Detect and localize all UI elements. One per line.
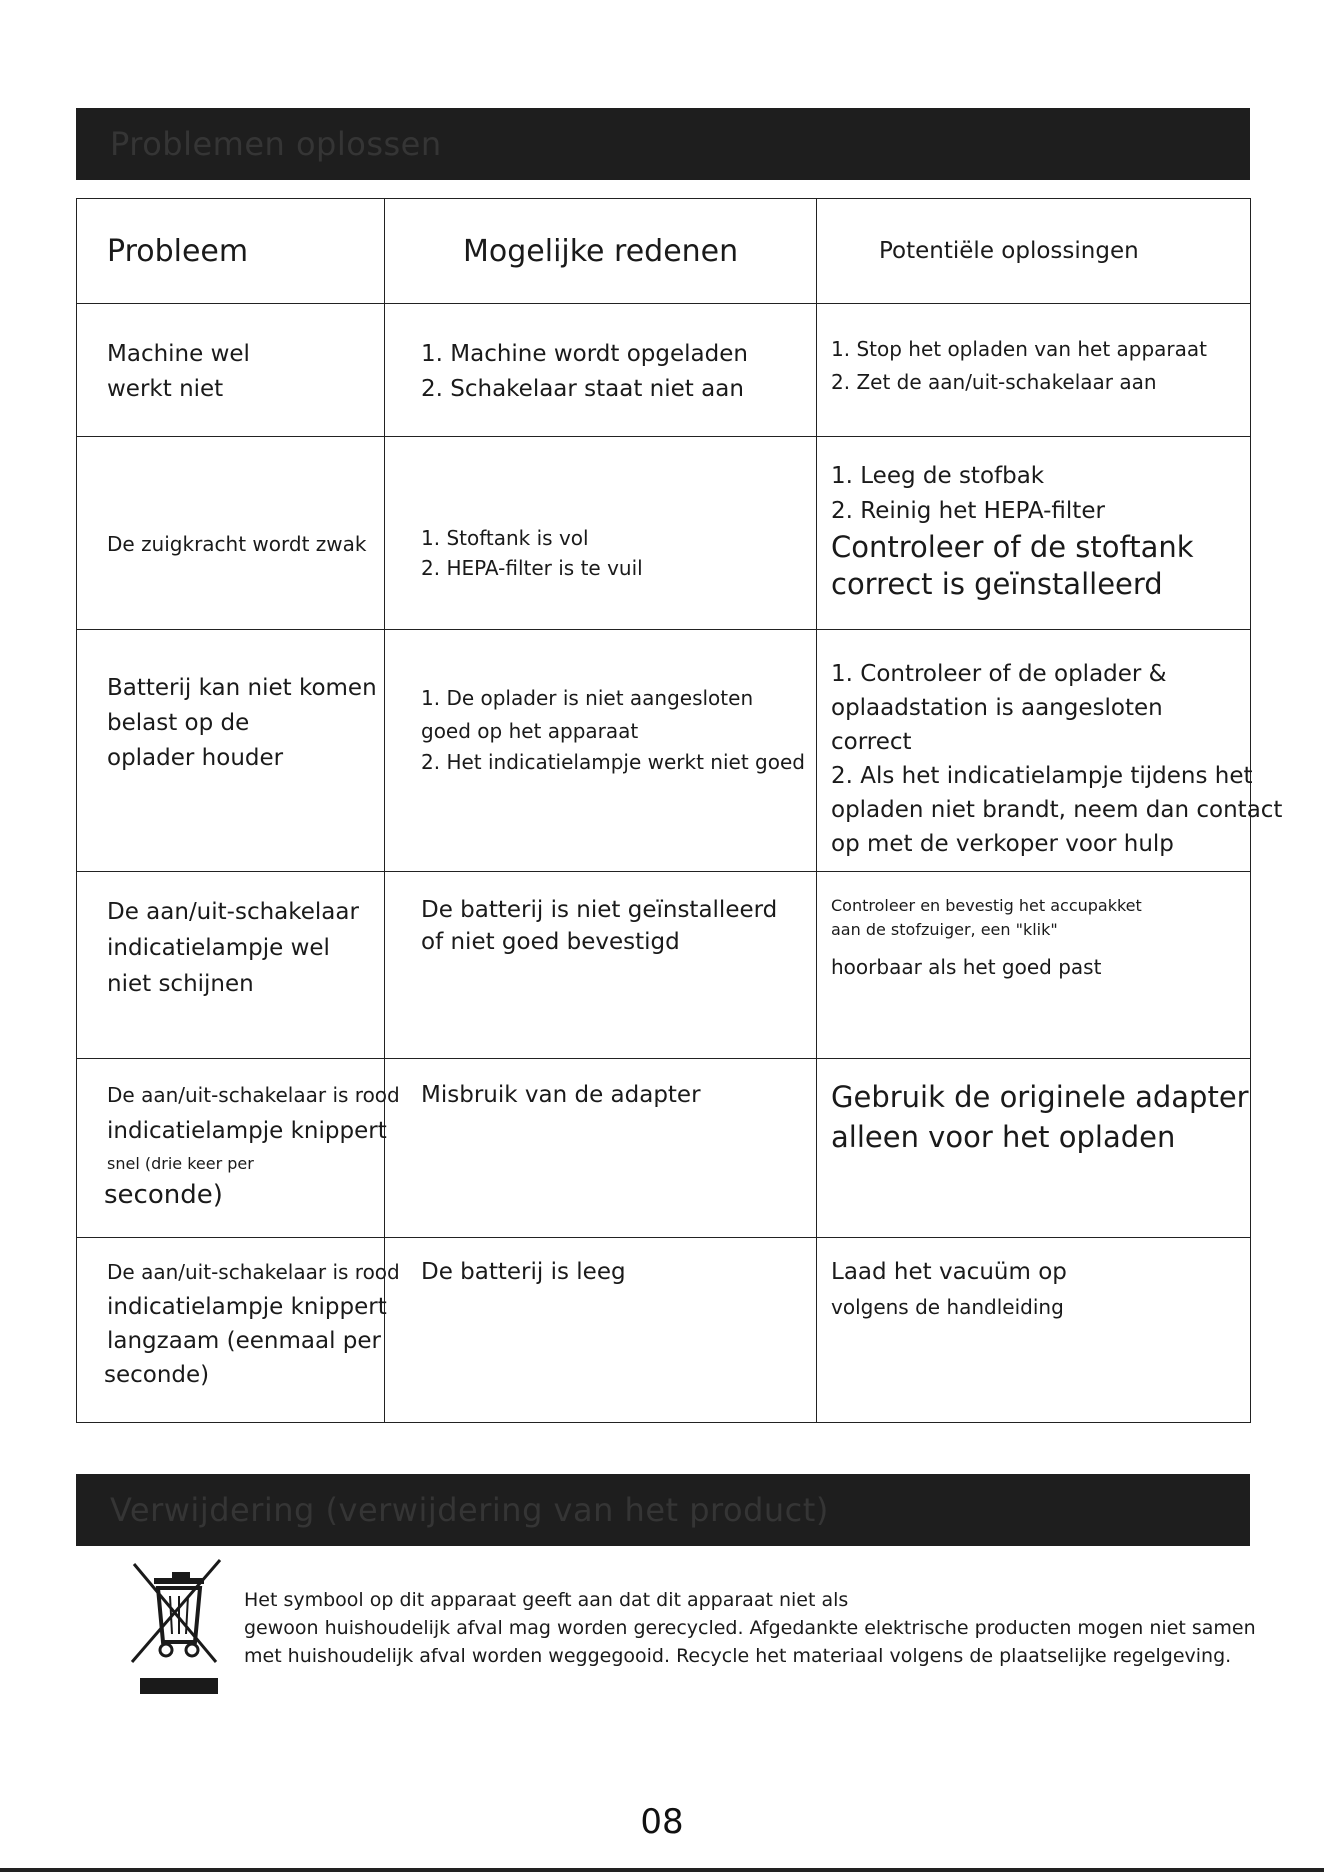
- solutions-cell: [817, 437, 1251, 630]
- disposal-text: [244, 1586, 1284, 1670]
- reasons-cell: [385, 1059, 817, 1238]
- troubleshooting-section-title: Problemen oplossen: [76, 108, 1250, 180]
- cell-text: volgens de handleiding: [831, 1295, 1064, 1319]
- cell-text: 2. Het indicatielampje werkt niet goed: [421, 750, 805, 774]
- header-reasons: Mogelijke redenen: [385, 199, 817, 304]
- cell-text: Misbruik van de adapter: [421, 1082, 701, 1108]
- table-row: [77, 304, 1251, 437]
- cell-text: alleen voor het opladen: [831, 1120, 1176, 1154]
- cell-text: 1. Leeg de stofbak: [831, 463, 1045, 489]
- page-number: 08: [640, 1802, 684, 1842]
- cell-text: De aan/uit-schakelaar: [107, 899, 359, 925]
- cell-text: 2. Zet de aan/uit-schakelaar aan: [831, 370, 1157, 394]
- cell-text: belast op de: [107, 710, 250, 736]
- cell-text: op met de verkoper voor hulp: [831, 831, 1174, 857]
- troubleshooting-table: [76, 198, 1283, 1423]
- disposal-line: gewoon huishoudelijk afval mag worden gerecycled. Afgedankte elektrische producten mogen niet samen: [244, 1617, 1256, 1639]
- table-row: [77, 1059, 1251, 1238]
- table-row: [77, 437, 1251, 630]
- cell-text: Batterij kan niet komen: [107, 675, 377, 701]
- cell-text: indicatielampje knippert: [107, 1294, 387, 1320]
- problem-cell: [77, 630, 385, 872]
- cell-text: aan de stofzuiger, een "klik": [831, 920, 1058, 939]
- cell-text: hoorbaar als het goed past: [831, 955, 1102, 979]
- problem-cell: [77, 1059, 400, 1238]
- solutions-cell: [817, 1238, 1251, 1423]
- cell-text: 1. Machine wordt opgeladen: [421, 341, 748, 367]
- cell-text: indicatielampje knippert: [107, 1118, 387, 1144]
- cell-text: Controleer of de stoftank: [831, 530, 1194, 564]
- cell-text: Machine wel: [107, 341, 250, 367]
- problem-cell: [77, 872, 385, 1059]
- disposal-section-title: Verwijdering (verwijdering van het product): [76, 1474, 1250, 1546]
- reasons-cell: [385, 437, 817, 630]
- cell-text: goed op het apparaat: [421, 719, 639, 743]
- solutions-cell: [817, 630, 1283, 872]
- table-row: [77, 872, 1251, 1059]
- reasons-cell: [385, 304, 817, 437]
- cell-text: 1. Stoftank is vol: [421, 526, 589, 550]
- cell-text: werkt niet: [107, 376, 224, 402]
- disposal-line: Het symbool op dit apparaat geeft aan dat dit apparaat niet als: [244, 1589, 849, 1611]
- header-problem: Probleem: [77, 199, 385, 304]
- problem-cell: [77, 1238, 400, 1423]
- cell-text: seconde): [104, 1362, 210, 1388]
- cell-text: 2. Schakelaar staat niet aan: [421, 376, 744, 402]
- cell-text: langzaam (eenmaal per: [107, 1328, 381, 1354]
- cell-text: oplaadstation is aangesloten: [831, 695, 1163, 721]
- cell-text: 2. Reinig het HEPA-filter: [831, 498, 1105, 524]
- solutions-cell: [817, 1059, 1251, 1238]
- cell-text: 1. Controleer of de oplader &: [831, 661, 1167, 687]
- cell-text: De batterij is leeg: [421, 1259, 626, 1285]
- cell-text: seconde): [104, 1180, 223, 1210]
- header-solutions: Potentiële oplossingen: [817, 199, 1251, 304]
- cell-text: Controleer en bevestig het accupakket: [831, 896, 1142, 915]
- cell-text: De zuigkracht wordt zwak: [107, 532, 367, 556]
- cell-text: niet schijnen: [107, 971, 254, 997]
- solutions-cell: [817, 304, 1251, 437]
- cell-text: indicatielampje wel: [107, 935, 330, 961]
- cell-text: correct is geïnstalleerd: [831, 567, 1163, 601]
- cell-text: 1. Stop het opladen van het apparaat: [831, 337, 1208, 361]
- table-header-row: [77, 199, 1251, 304]
- cell-text: of niet goed bevestigd: [421, 929, 680, 955]
- cell-text: snel (drie keer per: [107, 1154, 254, 1173]
- table-row: [77, 1238, 1251, 1423]
- table-row: [77, 630, 1251, 872]
- reasons-cell: [385, 630, 817, 872]
- cell-text: opladen niet brandt, neem dan contact: [831, 797, 1283, 823]
- cell-text: De aan/uit-schakelaar is rood: [107, 1260, 400, 1284]
- cell-text: correct: [831, 729, 912, 755]
- cell-text: 2. HEPA-filter is te vuil: [421, 556, 643, 580]
- reasons-cell: [385, 872, 817, 1059]
- cell-text: 1. De oplader is niet aangesloten: [421, 686, 754, 710]
- crossed-out-wheelie-bin-icon: [120, 1558, 230, 1698]
- solutions-cell: [817, 872, 1251, 1059]
- disposal-line: met huishoudelijk afval worden weggegooid. Recycle het materiaal volgens de plaatselijke regelgeving.: [244, 1645, 1232, 1667]
- cell-text: 2. Als het indicatielampje tijdens het: [831, 763, 1253, 789]
- problem-cell: [77, 437, 385, 630]
- problem-cell: [77, 304, 385, 437]
- cell-text: De batterij is niet geïnstalleerd: [421, 897, 778, 923]
- page-bottom-border: [0, 1868, 1324, 1872]
- cell-text: Gebruik de originele adapter: [831, 1080, 1249, 1114]
- cell-text: De aan/uit-schakelaar is rood: [107, 1083, 400, 1107]
- reasons-cell: [385, 1238, 817, 1423]
- cell-text: oplader houder: [107, 745, 284, 771]
- cell-text: Laad het vacuüm op: [831, 1259, 1067, 1285]
